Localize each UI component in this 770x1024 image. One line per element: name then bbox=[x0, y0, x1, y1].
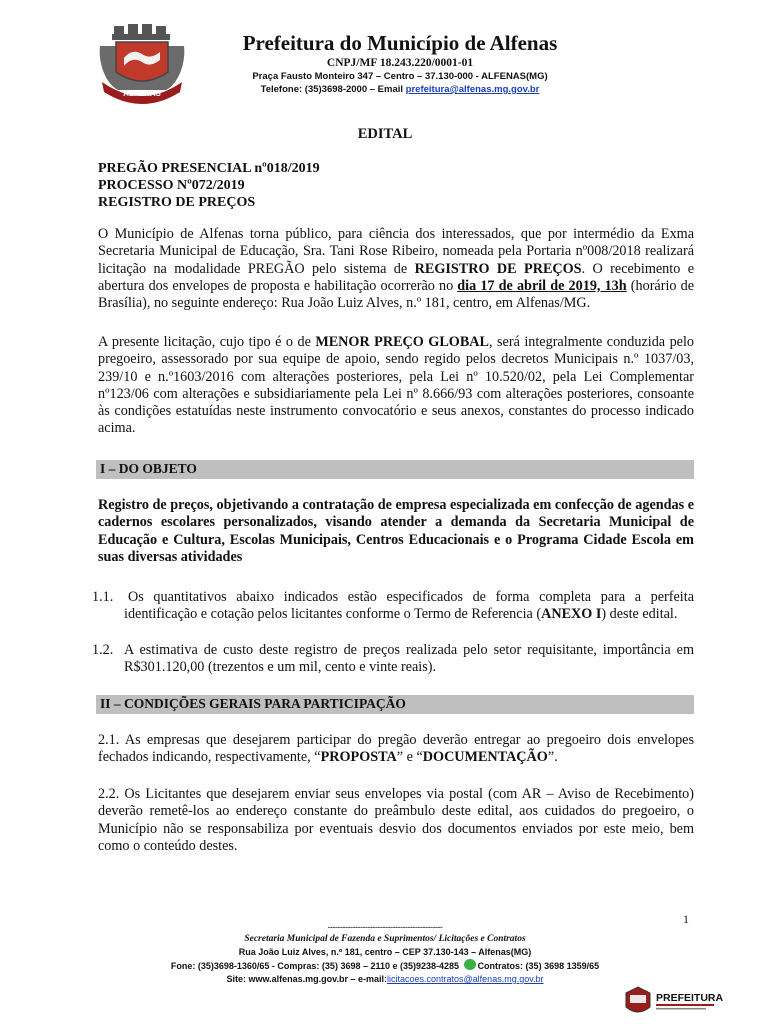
footer-phones bbox=[120, 959, 650, 973]
proposta-label: PROPOSTA bbox=[320, 749, 397, 766]
whatsapp-icon bbox=[464, 959, 476, 970]
para2-bold: MENOR PREÇO GLOBAL bbox=[315, 334, 490, 350]
crest-text: ALFENAS bbox=[123, 89, 161, 98]
section-heading-condicoes: II – CONDIÇÕES GERAIS PARA PARTICIPAÇÃO bbox=[100, 696, 406, 711]
letterhead bbox=[190, 30, 610, 96]
page-number: 1 bbox=[683, 912, 689, 926]
intro-text-1: O Município de Alfenas torna público, para ciência dos interessados, que por intermédio da Exma Secretaria Municipal de Educação, Sra. Tani Rose Ribeiro, nomeada pela Portaria nº008/2018 realizará licitação na modalidade PREGÃO pelo sistema de bbox=[98, 226, 694, 277]
item-1-1-part-1: Os quantitativos abaixo indicados estão especificados de forma completa para a perfeita identificação e cotação pelos licitantes conforme o Termo de Referencia ( bbox=[124, 589, 694, 623]
anexo-i: ANEXO I bbox=[541, 606, 602, 623]
legal-basis-paragraph bbox=[98, 334, 694, 438]
para2-text-1: A presente licitação, cujo tipo é o de bbox=[98, 334, 316, 350]
header-email-link[interactable]: prefeitura@alfenas.mg.gov.br bbox=[405, 84, 540, 95]
phone-email bbox=[190, 83, 610, 96]
registro-precos: REGISTRO DE PREÇOS bbox=[98, 195, 256, 210]
footer-phones-text: Fone: (35)3698-1360/65 - Compras: (35) 3698 – 2110 e (35)9238-4285 bbox=[170, 961, 460, 971]
intro-text-3: (horário de Brasília), no seguinte endereço: Rua João Luiz Alves, n.º 181, centro, em Alfenas/MG. bbox=[98, 277, 694, 312]
section-bar-condicoes bbox=[96, 695, 694, 714]
footer-contracts-phone: Contratos: (35) 3698 1359/65 bbox=[477, 961, 600, 971]
municipal-crest-icon bbox=[96, 24, 188, 106]
footer-email-link[interactable]: licitacoes.contratos@alfenas.mg.gov.br bbox=[387, 974, 544, 984]
intro-date: dia 17 de abril de 2019, 13h bbox=[457, 277, 627, 294]
cnpj: CNPJ/MF 18.243.220/0001-01 bbox=[326, 57, 474, 69]
footer-address: Rua João Luiz Alves, n.º 181, centro – CEP 37.130-143 – Alfenas(MG) bbox=[238, 947, 532, 957]
para2-text-2: , será integralmente conduzida pelo pregoeiro, assessorado por sua equipe de apoio, sendo regido pelos decretos Municipais n.º 1037/03, 239/10 e n.º1603/2016 com alterações posteriores, pela Lei nº 10.520/02, pela Lei Complementar nº123/06 com alterações e subsidiariamente pela Lei nº 8.666/93 com alterações posteriores, consoante às condições estatuídas neste instrumento convocatório e seus anexos, constantes do processo indicado acima. bbox=[98, 334, 694, 437]
intro-paragraph bbox=[98, 226, 694, 312]
footer-site bbox=[120, 973, 650, 986]
item-1-1-text bbox=[124, 589, 694, 624]
section-bar-objeto bbox=[96, 460, 694, 479]
document-title: EDITAL bbox=[357, 126, 413, 142]
objeto-paragraph: Registro de preços, objetivando a contratação de empresa especializada em confecção de agendas e cadernos escolares personalizados, visando atender a demanda da Secretaria Municipal de Educação e Cultura, Escolas Municipais, Centros Educacionais e o Programa Cidade Escola em suas diversas atividades bbox=[98, 497, 694, 565]
address: Praça Fausto Monteiro 347 – Centro – 37.130-000 - ALFENAS(MG) bbox=[252, 71, 548, 82]
item-2-1-part-3: ”. bbox=[547, 749, 558, 766]
processo-number: PROCESSO Nº072/2019 bbox=[98, 178, 245, 193]
footer bbox=[120, 922, 650, 986]
item-1-2-text: A estimativa de custo deste registro de preços realizada pelo setor requisitante, importância em R$301.120,00 (trezentos e um mil, cento e vinte reais). bbox=[124, 642, 694, 676]
item-1-1-part-2: ) deste edital. bbox=[601, 606, 678, 623]
pregao-number: PREGÃO PRESENCIAL nº018/2019 bbox=[98, 161, 320, 176]
section-heading-objeto: I – DO OBJETO bbox=[100, 461, 197, 476]
item-2-2-text: 2.2. Os Licitantes que desejarem enviar seus envelopes via postal (com AR – Aviso de Recebimento) deverão remetê-los ao endereço constante do preâmbulo deste edital, aos cuidados do pregoeiro, o Município não se responsabiliza por eventuais desvio dos documentos enviados por este meio, bem como o conteúdo destes. bbox=[98, 786, 694, 854]
item-2-1-text bbox=[98, 732, 694, 767]
item-2-1-part-2: ” e “ bbox=[396, 749, 423, 766]
prefeitura-logo-icon bbox=[622, 985, 742, 1019]
item-number: 1.1. bbox=[92, 589, 114, 605]
footer-site-text: Site: www.alfenas.mg.gov.br – e-mail: bbox=[226, 974, 387, 984]
footer-separator: ---------------------------------------------- bbox=[327, 922, 443, 932]
municipality-title: Prefeitura do Município de Alfenas bbox=[242, 31, 558, 55]
intro-bold-1: REGISTRO DE PREÇOS bbox=[414, 260, 582, 277]
item-2-1-part-1: 2.1. As empresas que desejarem participar do pregão deverão entregar ao pregoeiro dois envelopes fechados indicando, respectivamente, “ bbox=[98, 732, 694, 766]
documentacao-label: DOCUMENTAÇÃO bbox=[422, 749, 548, 766]
intro-text-2: . O recebimento e abertura dos envelopes de proposta e habilitação ocorrerão no bbox=[98, 260, 694, 294]
logo-text: PREFEITURA bbox=[656, 992, 724, 1004]
phone-label: Telefone: (35)3698-2000 – Email bbox=[260, 84, 404, 95]
footer-department: Secretaria Municipal de Fazenda e Suprimentos/ Licitações e Contratos bbox=[244, 934, 526, 944]
item-number: 1.2. bbox=[92, 642, 114, 658]
